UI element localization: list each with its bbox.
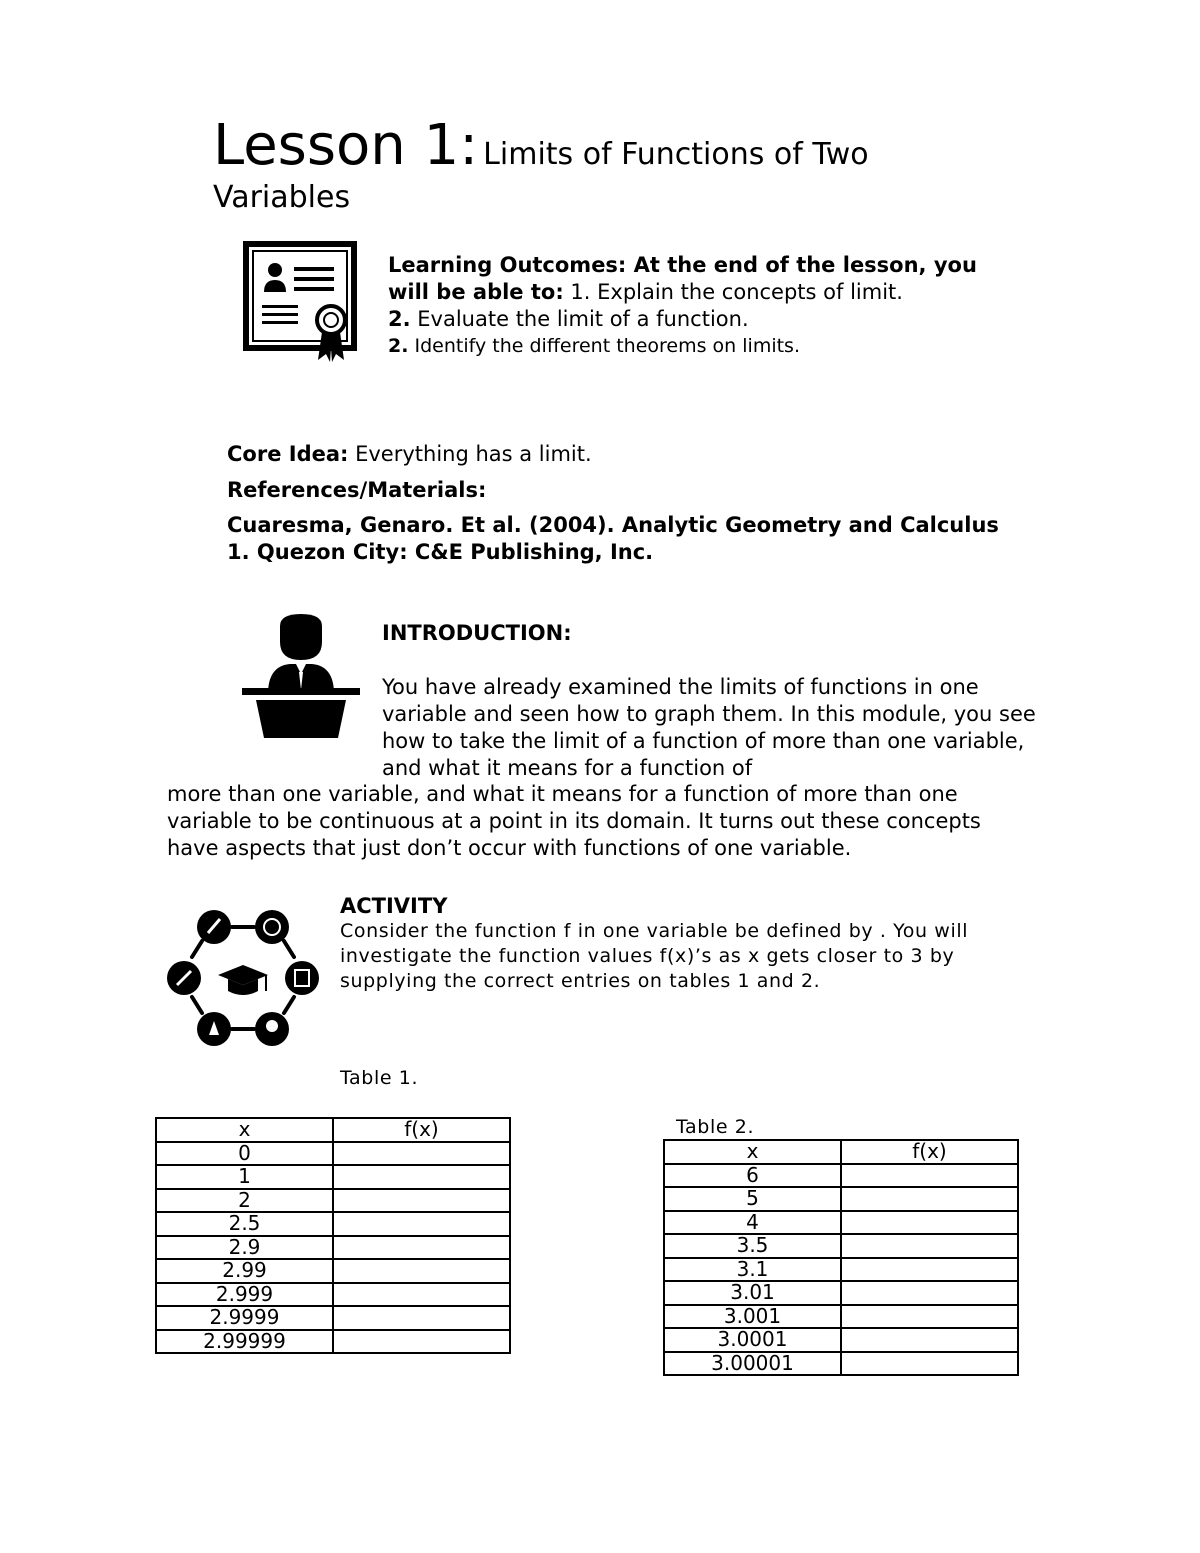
x-cell: 0 [156, 1142, 333, 1166]
table-row [156, 1142, 510, 1166]
x-cell: 3.00001 [664, 1352, 841, 1376]
fx-cell[interactable] [841, 1187, 1018, 1211]
outcome-item-1: 1. Explain the concepts of limit. [570, 280, 903, 304]
intro-line: and what it means for a function of [382, 756, 753, 780]
intro-line: You have already examined the limits of functions in one [382, 675, 979, 699]
activity-line: investigate the function values f(x)’s as x gets closer to 3 by [340, 945, 955, 967]
outcome-item-2: Evaluate the limit of a function. [417, 307, 749, 331]
x-cell: 4 [664, 1211, 841, 1235]
reference-line-1: Cuaresma, Genaro. Et al. (2004). Analytic Geometry and Calculus [227, 513, 999, 537]
x-cell: 2 [156, 1189, 333, 1213]
table-row [664, 1164, 1018, 1188]
fx-cell[interactable] [333, 1236, 510, 1260]
x-cell: 3.001 [664, 1305, 841, 1329]
introduction-continuation [167, 781, 981, 862]
fx-cell[interactable] [841, 1281, 1018, 1305]
table-2-caption: Table 2. [676, 1116, 755, 1138]
intro-line: variable and seen how to graph them. In this module, you see [382, 702, 1036, 726]
core-idea [227, 441, 592, 468]
fx-cell[interactable] [333, 1283, 510, 1307]
teacher-podium-icon [240, 612, 362, 740]
fx-cell[interactable] [841, 1328, 1018, 1352]
activity-heading: ACTIVITY [340, 894, 448, 918]
table-row [664, 1328, 1018, 1352]
table-row [156, 1165, 510, 1189]
fx-cell[interactable] [333, 1306, 510, 1330]
fx-cell[interactable] [841, 1352, 1018, 1376]
intro-line: variable to be continuous at a point in its domain. It turns out these concepts [167, 809, 981, 833]
fx-cell[interactable] [333, 1212, 510, 1236]
outcome-item-3: Identify the different theorems on limits. [414, 335, 800, 357]
table-row [156, 1236, 510, 1260]
table-row [156, 1189, 510, 1213]
lesson-title [213, 113, 869, 178]
table-row [664, 1352, 1018, 1376]
x-cell: 3.1 [664, 1258, 841, 1282]
fx-cell[interactable] [841, 1234, 1018, 1258]
table-row [664, 1211, 1018, 1235]
fx-cell[interactable] [333, 1189, 510, 1213]
activity-body [340, 919, 968, 994]
introduction-body [382, 674, 1036, 782]
table-row [156, 1283, 510, 1307]
learning-outcomes [388, 252, 1008, 360]
x-cell: 6 [664, 1164, 841, 1188]
table-row [156, 1212, 510, 1236]
activity-line: supplying the correct entries on tables 1 and 2. [340, 970, 821, 992]
x-cell: 2.999 [156, 1283, 333, 1307]
intro-line: more than one variable, and what it means for a function of more than one [167, 782, 958, 806]
outcome-item-2-number: 2. [388, 307, 411, 331]
core-idea-text: Everything has a limit. [355, 442, 592, 466]
table-row [664, 1258, 1018, 1282]
fx-cell[interactable] [841, 1258, 1018, 1282]
table-row [664, 1281, 1018, 1305]
x-cell: 3.5 [664, 1234, 841, 1258]
fx-cell[interactable] [333, 1165, 510, 1189]
x-cell: 5 [664, 1187, 841, 1211]
x-cell: 3.01 [664, 1281, 841, 1305]
x-cell: 3.0001 [664, 1328, 841, 1352]
reference-line-2: 1. Quezon City: C&E Publishing, Inc. [227, 540, 654, 564]
table-2 [663, 1139, 1019, 1376]
certificate-icon [242, 240, 360, 365]
fx-cell[interactable] [333, 1259, 510, 1283]
x-cell: 2.9999 [156, 1306, 333, 1330]
education-cycle-icon [162, 905, 324, 1051]
table-row [664, 1187, 1018, 1211]
fx-cell[interactable] [841, 1211, 1018, 1235]
intro-line: have aspects that just don’t occur with functions of one variable. [167, 836, 852, 860]
activity-line: Consider the function f in one variable be defined by . You will [340, 920, 969, 942]
fx-cell[interactable] [841, 1164, 1018, 1188]
table-row [156, 1259, 510, 1283]
table-row [664, 1305, 1018, 1329]
table-header-x: x [156, 1118, 333, 1142]
introduction-heading: INTRODUCTION: [382, 621, 572, 645]
table-row [156, 1330, 510, 1354]
x-cell: 2.99999 [156, 1330, 333, 1354]
table-header-x: x [664, 1140, 841, 1164]
core-idea-label: Core Idea: [227, 442, 349, 466]
table-row [664, 1234, 1018, 1258]
table-header-fx: f(x) [841, 1140, 1018, 1164]
fx-cell[interactable] [841, 1305, 1018, 1329]
x-cell: 1 [156, 1165, 333, 1189]
lesson-title-line2: Variables [213, 180, 351, 215]
lesson-label: Lesson 1: [213, 113, 479, 178]
x-cell: 2.5 [156, 1212, 333, 1236]
fx-cell[interactable] [333, 1330, 510, 1354]
x-cell: 2.9 [156, 1236, 333, 1260]
fx-cell[interactable] [333, 1142, 510, 1166]
table-row [156, 1306, 510, 1330]
lesson-title-line1: Limits of Functions of Two [483, 137, 869, 172]
outcomes-heading: Learning Outcomes: At the end of the lesson, you will be able to: [388, 253, 977, 304]
table-1-caption: Table 1. [340, 1067, 419, 1089]
table-header-row [156, 1118, 510, 1142]
table-header-row [664, 1140, 1018, 1164]
outcome-item-3-number: 2. [388, 335, 409, 357]
x-cell: 2.99 [156, 1259, 333, 1283]
intro-line: how to take the limit of a function of more than one variable, [382, 729, 1025, 753]
table-header-fx: f(x) [333, 1118, 510, 1142]
references-label: References/Materials: [227, 478, 487, 502]
table-1 [155, 1117, 511, 1354]
